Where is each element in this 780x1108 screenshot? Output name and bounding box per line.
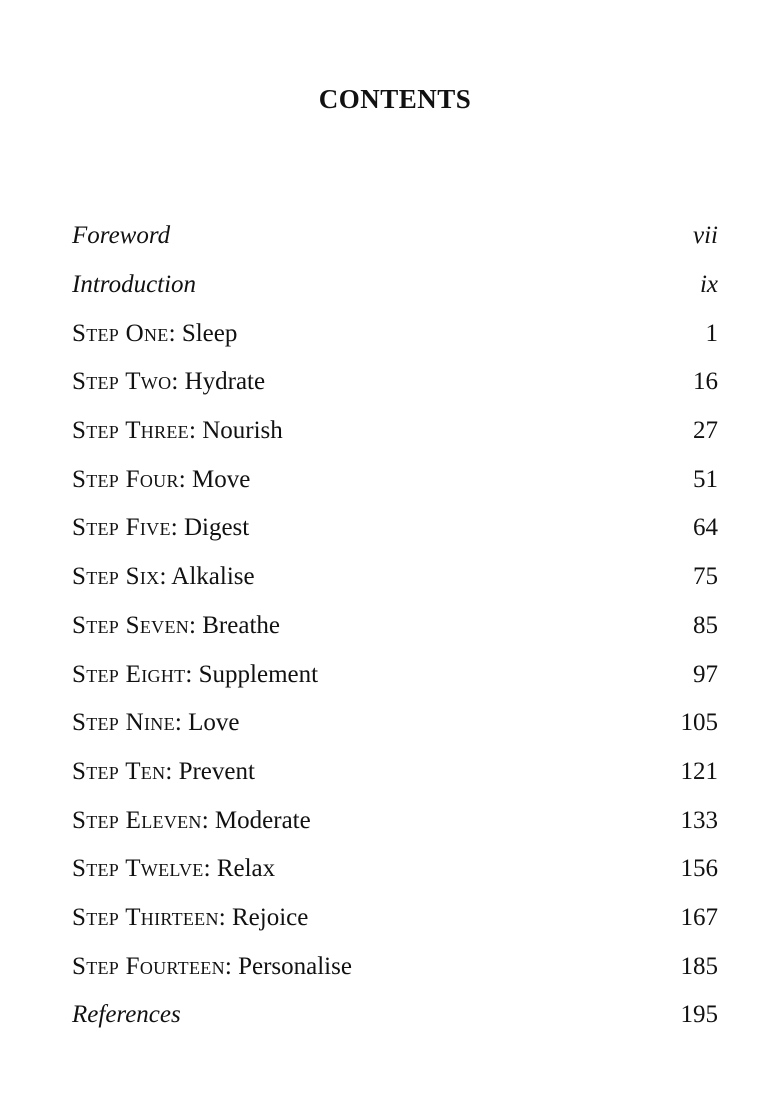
toc-entry-title (72, 368, 265, 396)
toc-entry-separator: : (188, 417, 203, 445)
toc-entry-title (72, 1001, 181, 1029)
toc-entry-name: Move (191, 465, 251, 493)
toc-entry-separator: : (185, 660, 199, 688)
toc-entry-title (72, 855, 275, 883)
toc-entry-page-number: 156 (680, 855, 718, 883)
toc-entry (72, 991, 718, 1040)
toc-entry-page-number: 121 (680, 757, 718, 785)
toc-entry-name: Personalise (238, 952, 352, 980)
toc-entry-separator: : (218, 903, 232, 931)
toc-entry-title (72, 904, 308, 932)
toc-entry-step: Step Six (72, 563, 160, 591)
toc-entry-step: Step Eleven (72, 806, 202, 834)
toc-entry-name: Sleep (181, 319, 238, 347)
toc-entry-separator: : (165, 757, 179, 785)
toc-entry-step: Step Twelve (72, 855, 204, 883)
toc-entry (72, 699, 718, 748)
toc-entry (72, 894, 718, 943)
toc-entry-title (72, 563, 255, 591)
toc-entry-title (72, 271, 196, 299)
toc-entry-page-number: 64 (693, 514, 718, 542)
toc-entry (72, 845, 718, 894)
toc-entry-page-number: 16 (693, 368, 718, 396)
toc-entry (72, 748, 718, 797)
toc-entry-page-number: 27 (693, 417, 718, 445)
toc-entry-title (72, 417, 283, 445)
toc-entry-step: Step One (72, 319, 169, 347)
toc-entry-title (72, 514, 249, 542)
toc-entry-step: Step Three (72, 417, 189, 445)
toc-entry-page-number: 167 (680, 903, 718, 931)
toc-entry-separator: : (189, 611, 203, 639)
toc-entry-step: Step Eight (72, 660, 186, 688)
toc-entry-separator: : (224, 952, 239, 980)
toc-entry (72, 650, 718, 699)
toc-entry-page-number: vii (693, 222, 718, 250)
toc-entry-title (72, 758, 255, 786)
toc-entry-name: Moderate (214, 806, 311, 834)
toc-entry-title (72, 709, 239, 737)
toc-entry (72, 455, 718, 504)
toc-entry (72, 358, 718, 407)
toc-entry-separator: : (171, 368, 185, 396)
toc-entry-page-number: 85 (693, 611, 718, 639)
toc-entry-name: Alkalise (171, 563, 255, 591)
table-of-contents (72, 212, 718, 1040)
toc-entry (72, 504, 718, 553)
toc-entry-step: Step Two (72, 368, 172, 396)
toc-entry (72, 942, 718, 991)
toc-entry-title (72, 466, 250, 494)
toc-entry-step: Step Ten (72, 757, 166, 785)
toc-entry-page-number: 133 (680, 806, 718, 834)
toc-entry-title (72, 612, 280, 640)
toc-entry (72, 407, 718, 456)
toc-entry-name: Introduction (72, 271, 197, 299)
toc-entry-name: Rejoice (231, 903, 309, 931)
toc-entry-title (72, 661, 318, 689)
toc-entry-separator: : (159, 563, 172, 591)
toc-entry-name: Hydrate (184, 368, 266, 396)
toc-entry-step: Step Five (72, 514, 171, 542)
toc-entry-separator: : (178, 465, 192, 493)
toc-entry-separator: : (174, 709, 189, 737)
toc-entry-name: Love (188, 709, 240, 737)
toc-entry-step: Step Fourteen (72, 952, 225, 980)
toc-entry-separator: : (170, 514, 184, 542)
toc-entry (72, 602, 718, 651)
toc-entry-page-number: 51 (693, 465, 718, 493)
toc-entry-name: Foreword (72, 222, 171, 250)
toc-entry (72, 212, 718, 261)
toc-entry-step: Step Nine (72, 709, 175, 737)
toc-entry-name: Breathe (202, 611, 280, 639)
toc-entry-step: Step Thirteen (72, 903, 219, 931)
toc-entry-title (72, 222, 170, 250)
toc-entry (72, 261, 718, 310)
toc-entry-separator: : (203, 855, 217, 883)
page-title: CONTENTS (318, 84, 472, 114)
toc-entry-page-number: 185 (680, 952, 718, 980)
toc-entry-name: Relax (216, 855, 276, 883)
toc-entry-page-number: 97 (693, 660, 718, 688)
toc-entry (72, 553, 718, 602)
toc-entry-title (72, 320, 237, 348)
toc-entry-title (72, 953, 352, 981)
toc-entry (72, 309, 718, 358)
toc-entry-separator: : (168, 319, 182, 347)
toc-entry-name: Digest (183, 514, 250, 542)
toc-entry-page-number: 105 (680, 709, 718, 737)
toc-entry-name: Nourish (202, 417, 283, 445)
toc-entry-step: Step Four (72, 465, 179, 493)
toc-entry-page-number: 75 (693, 563, 718, 591)
toc-entry-name: References (72, 1001, 181, 1029)
toc-entry-name: Supplement (198, 660, 319, 688)
toc-entry-page-number: 195 (680, 1001, 718, 1029)
toc-entry (72, 796, 718, 845)
toc-entry-page-number: 1 (705, 319, 718, 347)
toc-entry-separator: : (201, 806, 215, 834)
toc-entry-name: Prevent (178, 757, 255, 785)
toc-entry-step: Step Seven (72, 611, 190, 639)
toc-entry-title (72, 807, 311, 835)
toc-entry-page-number: ix (699, 271, 718, 299)
